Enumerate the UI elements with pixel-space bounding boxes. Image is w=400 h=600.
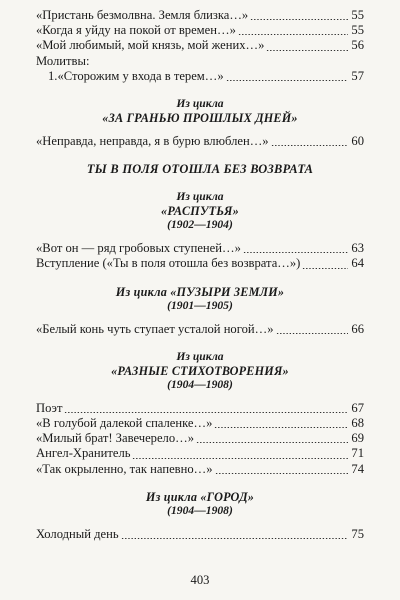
entry-title: 1.«Сторожим у входа в терем…» [48, 68, 224, 83]
cycle-title: «РАСПУТЬЯ» [161, 204, 239, 219]
dot-leader [214, 427, 348, 428]
entry-title: «Так окрыленно, так напевно…» [36, 461, 213, 476]
molitvy-label: Молитвы: [36, 53, 90, 68]
entry-page: 67 [351, 400, 364, 415]
cycle-intro: Из цикла [176, 349, 224, 363]
dot-leader [271, 145, 348, 146]
toc-group-top [36, 8, 364, 84]
toc-entry [36, 416, 364, 431]
toc-entry [36, 401, 364, 416]
toc-entry [36, 527, 364, 542]
entry-page: 64 [351, 256, 364, 271]
entry-title: Вступление («Ты в поля отошла без возврата…») [36, 256, 301, 271]
toc-entry [36, 462, 364, 477]
entry-page: 74 [351, 461, 364, 476]
entry-page: 56 [351, 38, 364, 53]
page-number: 403 [190, 573, 210, 587]
dot-leader [64, 412, 348, 413]
entry-page: 71 [351, 446, 364, 461]
dot-leader [243, 252, 348, 253]
dot-leader [302, 268, 348, 269]
molitvy-label-row [36, 54, 364, 69]
entry-title: «Когда я уйду на покой от времен…» [36, 23, 236, 38]
dot-leader [132, 458, 348, 459]
entry-title: «Мой любимый, мой князь, мой жених…» [36, 38, 265, 53]
cycle-intro: Из цикла [176, 190, 224, 204]
dot-leader [276, 333, 348, 334]
toc-entry [36, 446, 364, 461]
entry-title: «Неправда, неправда, я в бурю влюблен…» [36, 134, 269, 149]
entry-title: «В голубой далекой спаленке…» [36, 416, 213, 431]
toc-entry [36, 69, 364, 84]
entry-page: 57 [351, 68, 364, 83]
toc-entry [36, 8, 364, 23]
dot-leader [215, 473, 348, 474]
entry-title: «Пристань безмолвна. Земля близка…» [36, 8, 249, 22]
entry-page: 75 [351, 526, 364, 541]
entry-page: 66 [351, 321, 364, 336]
cycle-intro: Из цикла [176, 97, 224, 111]
toc-entry [36, 431, 364, 446]
toc-entry [36, 38, 364, 53]
cycle-years: (1904—1908) [167, 377, 233, 391]
cycle-years: (1904—1908) [167, 503, 233, 517]
cycle-title: «РАЗНЫЕ СТИХОТВОРЕНИЯ» [111, 363, 289, 378]
dot-leader [238, 34, 348, 35]
dot-leader [266, 50, 348, 51]
entry-title: «Белый конь чуть ступает усталой ногой…» [36, 321, 274, 336]
entry-page: 55 [351, 8, 364, 22]
dot-leader [250, 19, 348, 20]
cycle-years: (1902—1904) [167, 218, 233, 232]
cycle-title: Из цикла «ГОРОД» [145, 489, 255, 504]
entry-page: 60 [351, 134, 364, 149]
cycle-title: Из цикла «ПУЗЫРИ ЗЕМЛИ» [115, 284, 285, 299]
dot-leader [121, 538, 348, 539]
dot-leader [226, 80, 348, 81]
toc-entry [36, 134, 364, 149]
toc-entry [36, 256, 364, 271]
toc-entry [36, 23, 364, 38]
part-title: ТЫ В ПОЛЯ ОТОШЛА БЕЗ ВОЗВРАТА [86, 162, 314, 177]
toc-entry [36, 322, 364, 337]
entry-title: «Милый брат! Завечерело…» [36, 431, 195, 446]
cycle-title: «ЗА ГРАНЬЮ ПРОШЛЫХ ДНЕЙ» [102, 111, 298, 126]
entry-title: Холодный день [36, 526, 119, 541]
entry-page: 55 [351, 23, 364, 38]
dot-leader [196, 442, 348, 443]
toc-entry [36, 241, 364, 256]
entry-page: 69 [351, 431, 364, 446]
entry-title: «Вот он — ряд гробовых ступеней…» [36, 241, 241, 256]
entry-title: Ангел-Хранитель [36, 446, 131, 461]
entry-title: Поэт [36, 400, 63, 415]
cycle-years: (1901—1905) [167, 298, 233, 312]
entry-page: 68 [351, 416, 364, 431]
entry-page: 63 [351, 241, 364, 256]
